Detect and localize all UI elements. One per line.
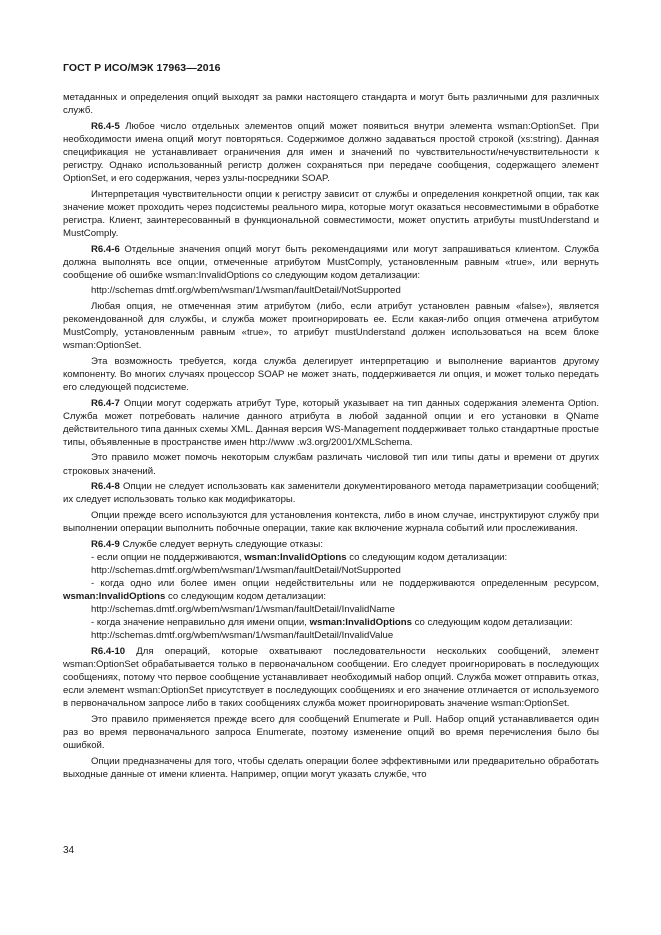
paragraph-text: Отдельные значения опций могут быть рекомендациями или могут запрашиваться клиентом. Служба должна выполнять все опции, отмеченные атрибутом MustComply, установленным равным «true», или вернуть сообщение об ошибке wsman:InvalidOptions со следующим кодом детализации: [63,243,599,281]
rule-paragraph [63,480,599,506]
paragraph-text: Службе следует вернуть следующие отказы: [119,538,323,550]
body-paragraph [63,509,599,535]
list-item [63,616,599,629]
rule-paragraph [63,645,599,710]
document-header: ГОСТ Р ИСО/МЭК 17963—2016 [63,62,221,74]
paragraph-text: Это правило может помочь некоторым службам различать числовой тип или типы даты и времени от других строковых значений. [63,452,599,477]
paragraph-text: Опции прежде всего используются для установления контекста, либо в ином случае, инструктируют службу при выполнении операции выполнить побочные операции, такие как включение журнала событий или прослеживания. [63,509,599,534]
list-item [63,577,599,603]
url-line [63,564,599,577]
rule-number: R6.4-5 [91,120,120,132]
fault-name: wsman:InvalidOptions [244,551,347,563]
paragraph-text: Это правило применяется прежде всего для сообщений Enumerate и Pull. Набор опций устанавливается один раз во время первоначального запроса Enumerate, поэтому изменение опций во время перечисления было бы ошибкой. [63,713,599,751]
paragraph-text: Эта возможность требуется, когда служба делегирует интерпретацию и выполнение вариантов другому компоненту. Во многих случаях процессор SOAP не может знать, поддерживается ли опция, и может только передать его следующей подсистеме. [63,355,599,393]
paragraph-tail: со следующим кодом детализации: [346,551,508,563]
rule-paragraph [63,397,599,449]
body-paragraph [63,91,599,117]
body-paragraph [63,355,599,394]
list-item [63,551,599,564]
url-line [63,629,599,642]
url-line [63,284,599,297]
paragraph-text: - когда значение неправильно для имени опции, [91,617,310,629]
paragraph-text: Для операций, которые охватывают последовательности нескольких сообщений, элемент wsman:OptionSet обрабатывается только в первоначальном сообщении. Его следует проигнорировать в последующих сообщениях, потому что первое сообщение устанавливает необходимый набор опций. Служба может отправить отказ, если элемент wsman:OptionSet присутствует в последующих сообщениях и его значение отличается от используемого в первоначальном запросе либо в таких сообщениях служба может проигнорировать значение wsman:OptionSet. [63,645,599,710]
paragraph-tail: со следующим кодом детализации: [411,617,573,629]
paragraph-text: Любая опция, не отмеченная этим атрибутом (либо, если атрибут установлен равным «false»), является рекомендованной для службы, и служба может проигнорировать ее. Если какая-либо опция отмечена атрибутом MustComply, установленным равным «true», то атрибут mustUnderstand должен использоваться на всем блоке wsman:OptionSet. [63,300,599,352]
page-number: 34 [63,845,75,856]
body-paragraph [63,188,599,240]
paragraph-text: метаданных и определения опций выходят за рамки настоящего стандарта и могут быть различными для различных служб. [63,92,599,117]
paragraph-text: http://schemas.dmtf.org/wbem/wsman/1/wsman/faultDetail/NotSupported [91,564,401,576]
rule-number: R6.4-6 [91,243,120,255]
url-line [63,603,599,616]
rule-number: R6.4-8 [91,481,120,493]
paragraph-text: Любое число отдельных элементов опций может появиться внутри элемента wsman:OptionSet. При необходимости имена опций могут повторяться. Содержимое должно задаваться простой строкой (xs:string). Данная спецификация не устанавливает ограничения для имен и значений по чувствительности/нечувствительности к регистру. Однако использованный регистр должен сохраняться при передаче сообщения, содержащего элемент OptionSet, и его содержания, через узлы-посредники SOAP. [63,120,599,185]
body-paragraph [63,755,599,781]
rule-paragraph [63,120,599,185]
rule-paragraph [63,538,599,551]
paragraph-text: - когда одно или более имен опции недействительны или не поддерживаются определенным ресурсом, [91,577,599,589]
body-paragraph [63,713,599,752]
fault-name: wsman:InvalidOptions [309,617,412,629]
paragraph-tail: со следующим кодом детализации: [165,590,326,602]
paragraph-text: Интерпретация чувствительности опции к регистру зависит от службы и определения конкретной опции, так как значение может проходить через подсистемы реального мира, которые могут оказаться несовместимыми в обработке регистра. Клиент, заинтересованный в функциональной совместимости, может опустить атрибуты mustUnderstand и MustComply. [63,188,599,239]
paragraph-text: Опции не следует использовать как заменители документированого метода параметризации сообщений; их следует использовать только как модификаторы. [63,481,599,506]
rule-paragraph [63,243,599,282]
rule-number: R6.4-9 [91,538,120,550]
body-paragraph [63,451,599,477]
paragraph-text: Опции могут содержать атрибут Type, который указывает на тип данных содержания элемента Option. Служба может потребовать наличие данного атрибута в любой заданной опции и его установки в QName действительного типа данных схемы XML. Данная версия WS-Management поддерживает только стандартные простые типы, объявленные в пространстве имен http://www .w3.org/2001/XMLSchema. [63,397,599,448]
paragraph-text: Опции предназначены для того, чтобы сделать операции более эффективными или предварительно обработать выходные данные от имени клиента. Например, опции могут указать службе, что [63,755,599,780]
document-body [63,91,599,783]
paragraph-text: http://schemas.dmtf.org/wbem/wsman/1/wsman/faultDetail/InvalidName [91,603,395,615]
paragraph-text: http://schemas.dmtf.org/wbem/wsman/1/wsman/faultDetail/InvalidValue [91,630,394,642]
rule-number: R6.4-7 [91,397,120,409]
fault-name: wsman:InvalidOptions [63,590,166,602]
body-paragraph [63,300,599,352]
rule-number: R6.4-10 [91,645,126,657]
paragraph-text: - если опции не поддерживаются, [91,551,245,563]
paragraph-text: http://schemas dmtf.org/wbem/wsman/1/wsman/faultDetail/NotSupported [91,285,401,297]
